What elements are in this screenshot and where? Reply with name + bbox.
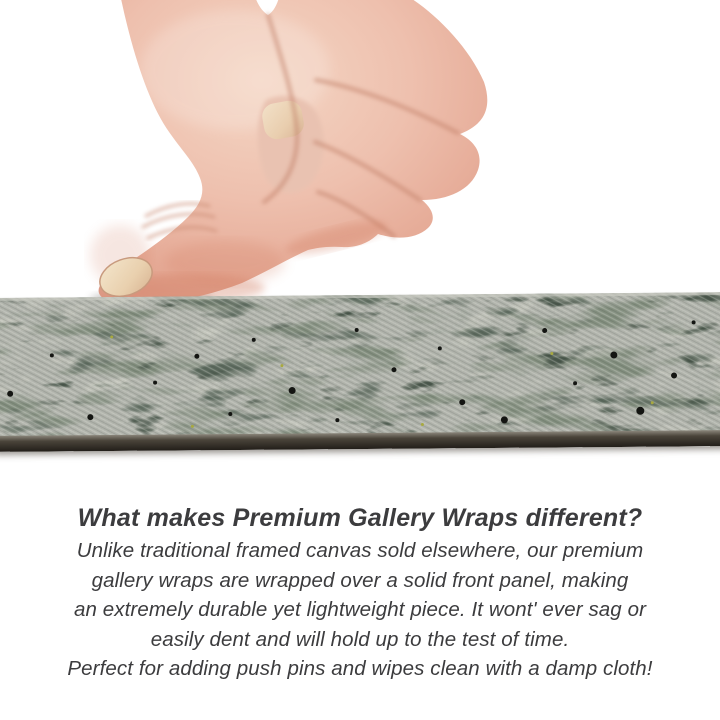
canvas-texture (0, 292, 720, 452)
info-line: Perfect for adding push pins and wipes clean with a damp cloth! (67, 657, 653, 680)
hand-pressing-illustration (0, 0, 720, 312)
info-line: easily dent and will hold up to the test of time. (150, 627, 570, 651)
hand-photo (0, 0, 720, 312)
info-line: Unlike traditional framed canvas sold elsewhere, our premium (76, 539, 644, 562)
info-line: an extremely durable yet lightweight piece. It wont' ever sag or (73, 598, 647, 621)
info-heading: What makes Premium Gallery Wraps different? (77, 504, 643, 532)
canvas-edge-photo (0, 292, 720, 452)
canvas-grain (0, 292, 720, 438)
info-line: gallery wraps are wrapped over a solid front panel, making (91, 568, 629, 592)
info-block (0, 500, 720, 684)
